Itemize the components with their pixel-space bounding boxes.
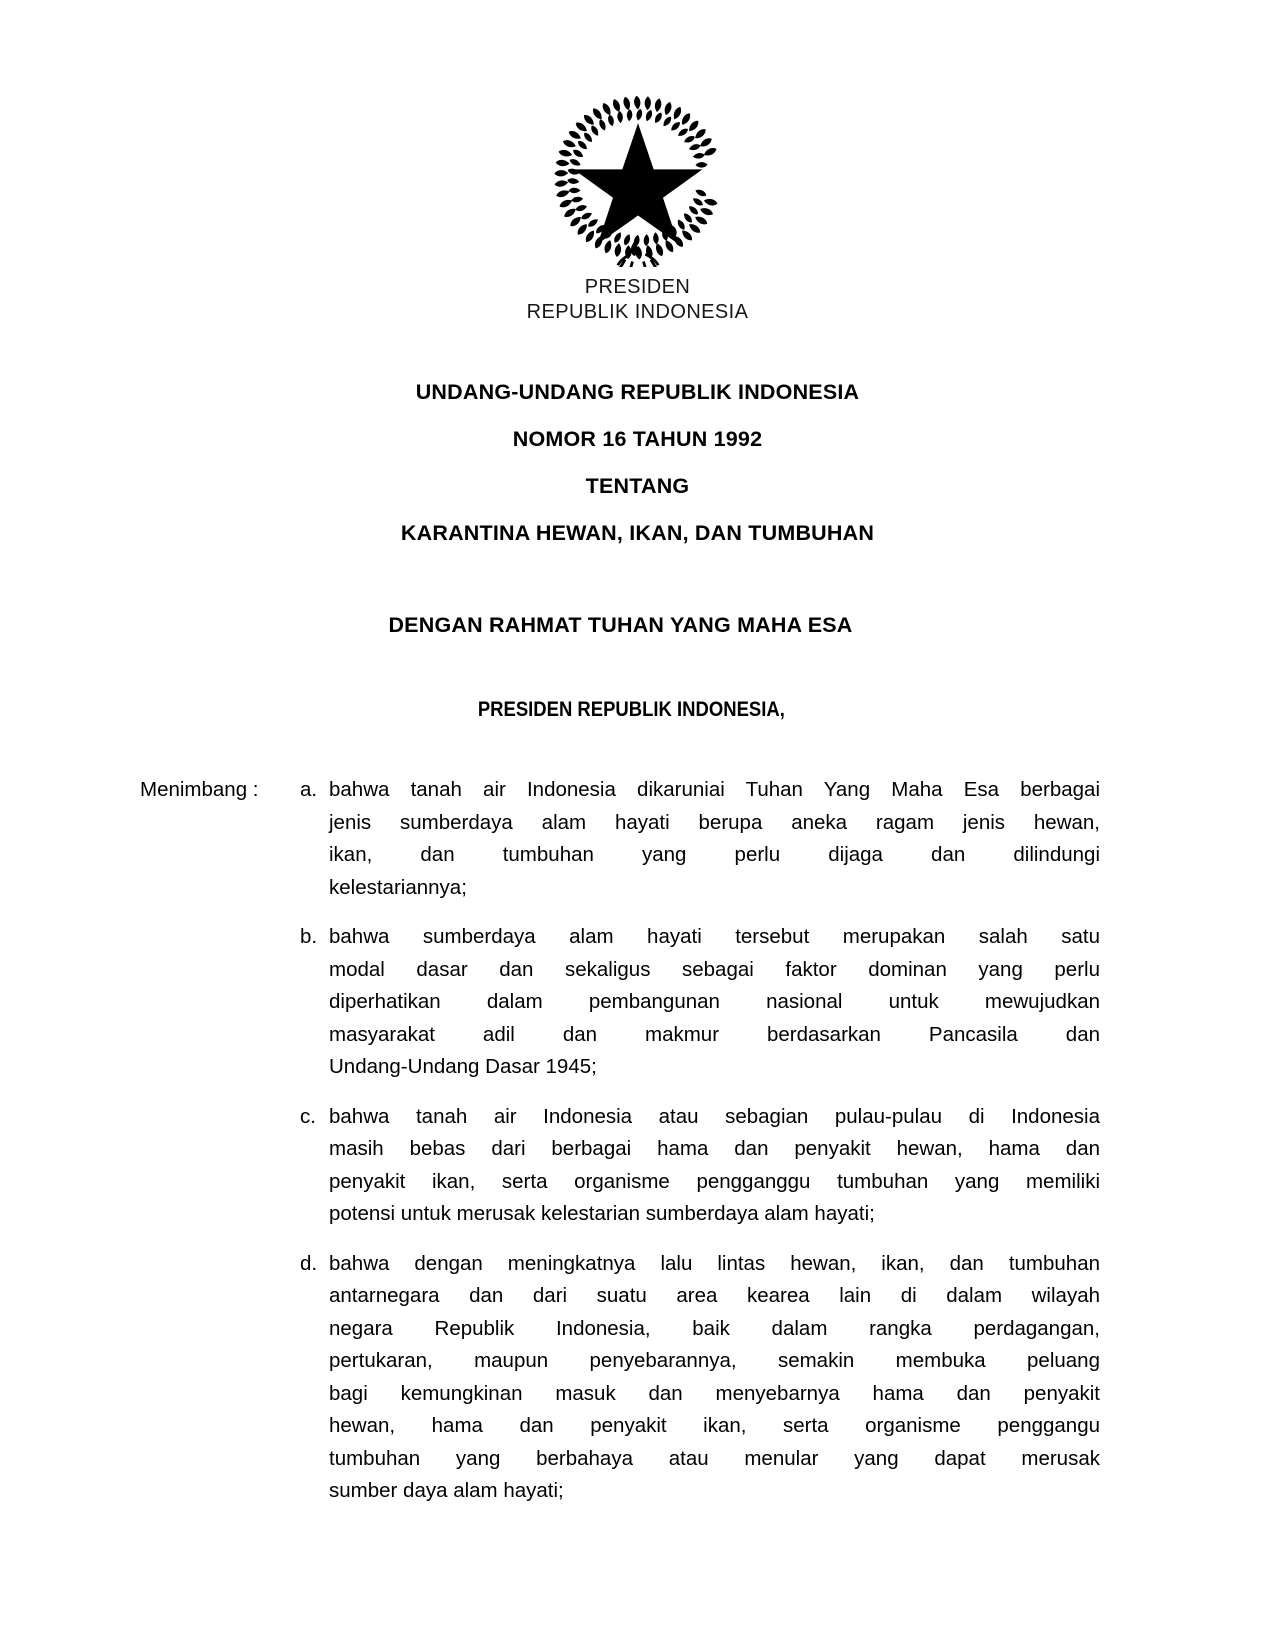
presidential-emblem-star-in-laurel-wreath-icon [545,92,731,267]
title-subject: KARANTINA HEWAN, IKAN, DAN TUMBUHAN [400,521,875,545]
clause-line: masih bebas dari berbagai hama dan penyakit hewan, hama dan [329,1137,1100,1160]
clause-text [329,1101,1100,1231]
clause-text [329,1248,1100,1508]
clause-line: jenis sumberdaya alam hayati berupa aneka ragam jenis hewan, [329,810,1100,834]
letterhead-line-republik-indonesia: REPUBLIK INDONESIA [526,301,749,323]
letterhead-line-presiden: PRESIDEN [584,276,691,298]
clause-line: ikan, dan tumbuhan yang perlu dijaga dan dilindungi [329,843,1100,866]
title-about-keyword: TENTANG [585,474,690,498]
clause-line: diperhatikan dalam pembangunan nasional untuk mewujudkan [329,990,1100,1013]
signatory-heading: PRESIDEN REPUBLIK INDONESIA, [477,698,785,721]
clause-line: tumbuhan yang berbahaya atau menular yang dapat merusak [329,1446,1100,1470]
emblem-container [0,0,1275,267]
clause-line: Undang-Undang Dasar 1945; [329,1055,597,1078]
invocation-line: DENGAN RAHMAT TUHAN YANG MAHA ESA [388,613,853,637]
clause-line: hewan, hama dan penyakit ikan, serta organisme penggangu [329,1414,1100,1437]
clause-line: masyarakat adil dan makmur berdasarkan Pancasila dan [329,1022,1100,1046]
clause-text [329,774,1100,904]
letterhead [0,275,1275,325]
title-block [0,369,1275,557]
considering-section [0,774,1275,1525]
clause-line: penyakit ikan, serta organisme pengganggu tumbuhan yang memiliki [329,1169,1100,1193]
title-number-year: NOMOR 16 TAHUN 1992 [512,427,763,451]
clause-line: pertukaran, maupun penyebarannya, semakin membuka peluang [329,1349,1100,1372]
clause-line: sumber daya alam hayati; [329,1479,564,1502]
clause-line: bahwa tanah air Indonesia dikaruniai Tuhan Yang Maha Esa berbagai [329,778,1100,801]
clause-text [329,921,1100,1084]
clause-line: potensi untuk merusak kelestarian sumberdaya alam hayati; [329,1202,875,1225]
clause-marker: c. [300,1104,316,1128]
clause-marker: a. [300,778,318,801]
considering-label: Menimbang : [140,778,259,801]
clause-line: negara Republik Indonesia, baik dalam rangka perdagangan, [329,1316,1100,1340]
clause-line: antarnegara dan dari suatu area kearea lain di dalam wilayah [329,1284,1100,1307]
clause-line: bahwa sumberdaya alam hayati tersebut merupakan salah satu [329,925,1100,948]
clause-item [300,774,1100,904]
clause-line: bagi kemungkinan masuk dan menyebarnya hama dan penyakit [329,1381,1100,1405]
clause-item [300,1248,1100,1508]
clause-line: bahwa tanah air Indonesia atau sebagian pulau-pulau di Indonesia [329,1104,1100,1128]
clause-line: bahwa dengan meningkatnya lalu lintas hewan, ikan, dan tumbuhan [329,1251,1100,1275]
clause-marker: b. [300,925,318,948]
clause-item [300,1101,1100,1231]
considering-clause-list [300,774,1100,1525]
title-law-type: UNDANG-UNDANG REPUBLIK INDONESIA [415,380,860,404]
clause-marker: d. [300,1251,318,1275]
clause-item [300,921,1100,1084]
clause-line: kelestariannya; [329,875,467,899]
clause-line: modal dasar dan sekaligus sebagai faktor dominan yang perlu [329,957,1100,981]
